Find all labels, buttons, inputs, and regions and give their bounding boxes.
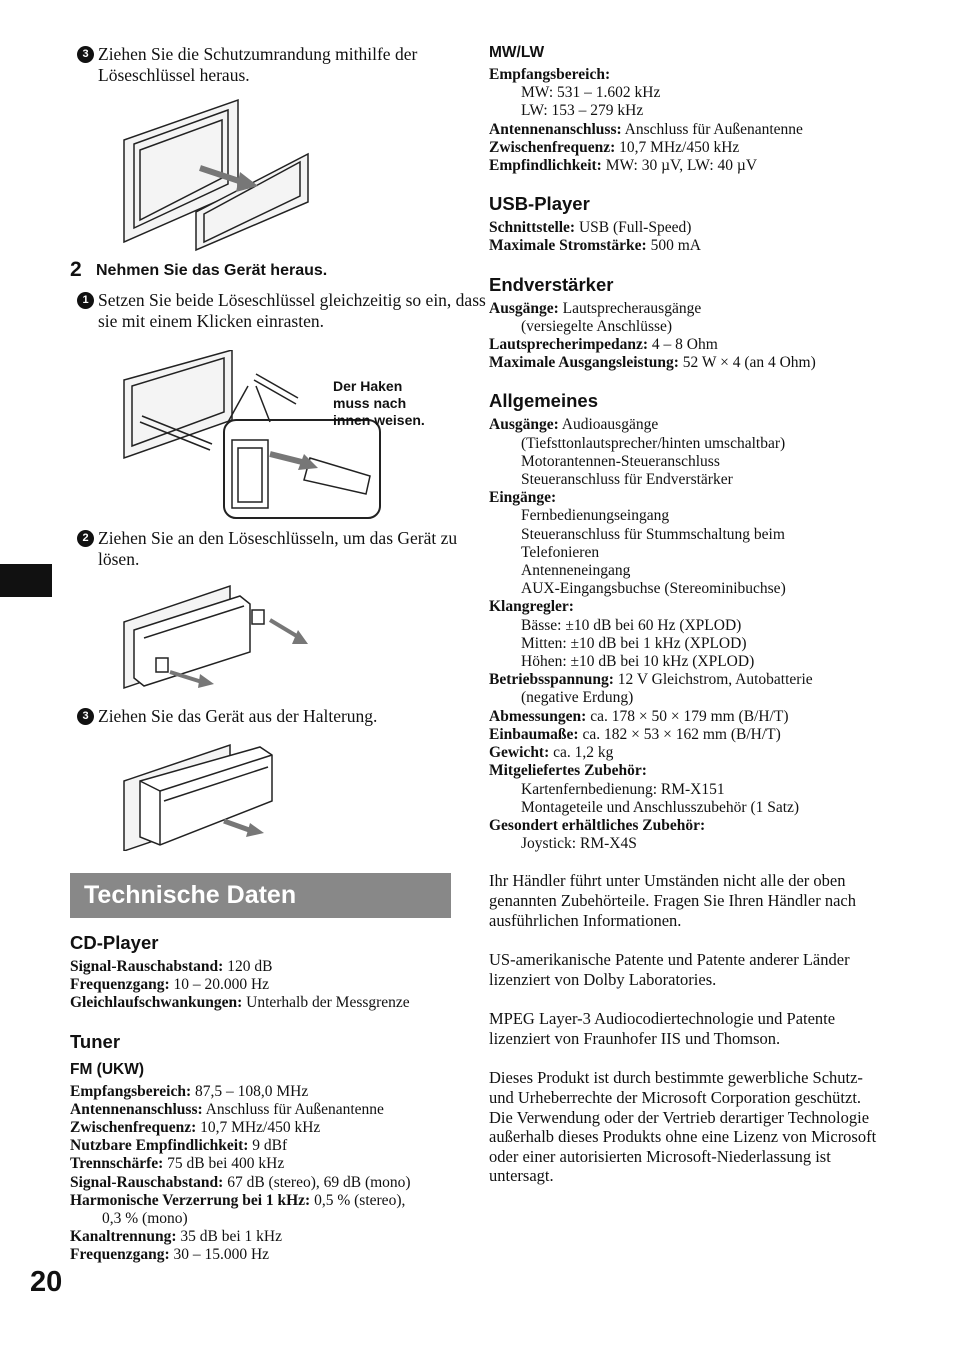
amp-heading: Endverstärker — [489, 273, 614, 295]
fm-spec-row — [70, 1137, 455, 1155]
bezel-removal-illustration — [120, 92, 340, 252]
amp-out-label: Ausgänge: — [489, 299, 559, 317]
fm-spec-label: Signal-Rauschabstand: — [70, 1173, 224, 1191]
general-supplied-item: Montageteile und Anschlusszubehör (1 Satz) — [521, 798, 800, 816]
fm-spec-value: 87,5 – 108,0 MHz — [191, 1082, 309, 1100]
general-tone-item: Bässe: ±10 dB bei 60 Hz (XPLOD) — [521, 616, 742, 634]
step-2-title: Nehmen Sie das Gerät heraus. — [96, 262, 328, 279]
step-1-substep-3-text: Ziehen Sie die Schutzumrandung mithilfe der Löseschlüssel heraus. — [98, 44, 418, 85]
step-2-substep-1-text: Setzen Sie beide Löseschlüssel gleichzeitig so ein, dass sie mit einem Klicken einrasten. — [98, 290, 486, 331]
usb-spec-label: Maximale Stromstärke: — [489, 237, 647, 255]
fm-spec-label: Empfangsbereich: — [70, 1082, 192, 1100]
fm-spec-value: 75 dB bei 400 kHz — [163, 1155, 285, 1173]
fm-spec-label: Zwischenfrequenz: — [70, 1119, 197, 1137]
fm-spec-label: Nutzbare Empfindlichkeit: — [70, 1137, 249, 1155]
amp-spec-label: Maximale Ausgangsleistung: — [489, 354, 679, 372]
amp-spec-row — [489, 336, 884, 354]
general-optional-item: Joystick: RM-X4S — [521, 835, 637, 853]
general-supplied-label: Mitgeliefertes Zubehör: — [489, 762, 647, 780]
fm-spec-label: Kanaltrennung: — [70, 1228, 177, 1246]
mwlw-spec-row — [489, 157, 884, 175]
mwlw-mw-range: MW: 531 – 1.602 kHz — [521, 84, 661, 102]
mwlw-spec-row — [489, 139, 884, 157]
general-spec-label: Abmessungen: — [489, 707, 587, 725]
step-2-substep-2 — [49, 528, 498, 570]
callout-line-1: Der Haken — [333, 378, 403, 394]
fm-heading: FM (UKW) — [70, 1060, 145, 1078]
step-2-substep-3-text: Ziehen Sie das Gerät aus der Halterung. — [98, 706, 378, 726]
general-spec-value: ca. 182 × 53 × 162 mm (B/H/T) — [578, 725, 781, 743]
circled-number-3: 3 — [77, 46, 94, 63]
general-inputs-label: Eingänge: — [489, 489, 557, 507]
step-2-substep-1 — [49, 290, 488, 332]
fm-spec-continuation: 0,3 % (mono) — [102, 1210, 188, 1228]
general-inputs-item: Steueranschluss für Stummschaltung beim — [521, 525, 785, 543]
fm-spec-value: 35 dB bei 1 kHz — [176, 1228, 283, 1246]
mwlw-spec-value: Anschluss für Außenantenne — [621, 120, 803, 138]
general-spec-row — [489, 598, 884, 616]
usb-spec-label: Schnittstelle: — [489, 219, 576, 237]
general-power-value: 12 V Gleichstrom, Autobatterie — [613, 671, 813, 689]
fm-spec-label: Frequenzgang: — [70, 1246, 170, 1264]
cd-spec-label: Frequenzgang: — [70, 976, 170, 994]
amp-spec-row — [489, 300, 884, 318]
cd-player-section — [70, 932, 455, 1013]
circled-number-1: 1 — [77, 292, 94, 309]
note-paragraph: US-amerikanische Patente und Patente anderer Länder lizenziert von Dolby Laboratories. — [489, 950, 850, 989]
release-keys-illustration — [120, 350, 440, 520]
note-paragraph: Dieses Produkt ist durch bestimmte gewerbliche Schutz- und Urheberrechte der Microsoft Corporation geschützt. Die Verwendung oder der Vertrieb derartiger Technologie außerhalb dieses Produkts ohne eine Lizenz von Microsoft oder einer autorisierten Microsoft-Niederlassung ist untersagt. — [489, 1068, 877, 1186]
mwlw-range-label: Empfangsbereich: — [489, 66, 611, 83]
general-spec-row — [489, 708, 884, 726]
mwlw-spec-row — [489, 121, 884, 139]
general-optional-label: Gesondert erhältliches Zubehör: — [489, 816, 706, 834]
general-spec-value: ca. 1,2 kg — [549, 744, 614, 762]
general-outputs-label: Ausgänge: — [489, 416, 559, 434]
usb-spec-value: 500 mA — [646, 237, 701, 255]
amp-spec-label: Lautsprecherimpedanz: — [489, 336, 649, 354]
callout-line-3: innen weisen. — [333, 412, 425, 428]
general-outputs-item: (Tiefsttonlautsprecher/hinten umschaltbar) — [521, 434, 786, 452]
step-2-substep-3 — [49, 706, 498, 727]
callout-line-2: muss nach — [333, 395, 407, 411]
cd-spec-row — [70, 994, 455, 1012]
general-tone-item: Mitten: ±10 dB bei 1 kHz (XPLOD) — [521, 634, 747, 652]
cd-spec-label: Signal-Rauschabstand: — [70, 958, 224, 975]
right-column — [489, 44, 884, 1186]
step-2-heading — [70, 258, 455, 281]
amp-spec-value: 52 W × 4 (an 4 Ohm) — [678, 354, 816, 372]
mwlw-section — [489, 44, 884, 175]
general-outputs-item: Motorantennen-Steueranschluss — [521, 452, 720, 470]
fm-spec-value: 0,5 % (stereo), — [310, 1191, 406, 1209]
fm-spec-row — [70, 1192, 455, 1210]
note-paragraph: Ihr Händler führt unter Umständen nicht alle der oben genannten Zubehörteile. Fragen Sie Ihren Händler nach ausführlichen Informationen. — [489, 871, 856, 930]
mwlw-heading: MW/LW — [489, 44, 545, 61]
fm-spec-row — [70, 1228, 455, 1246]
note-paragraph: MPEG Layer-3 Audiocodiertechnologie und Patente lizenziert von Fraunhofer IIS und Thomson. — [489, 1009, 836, 1048]
unit-release-illustration — [120, 582, 340, 692]
general-section — [489, 390, 884, 853]
usb-spec-row — [489, 237, 884, 255]
tuner-heading: Tuner — [70, 1030, 121, 1052]
general-outputs-value: Audioausgänge — [558, 416, 659, 434]
cd-spec-value: 120 dB — [223, 958, 273, 975]
general-power-continuation: (negative Erdung) — [521, 689, 634, 707]
usb-heading: USB-Player — [489, 193, 590, 215]
tuner-section — [70, 1031, 455, 1265]
fm-spec-label: Trennschärfe: — [70, 1155, 164, 1173]
fm-spec-value: 30 – 15.000 Hz — [169, 1246, 270, 1264]
fm-spec-value: 10,7 MHz/450 kHz — [196, 1119, 321, 1137]
general-tone-label: Klangregler: — [489, 598, 574, 616]
general-spec-label: Einbaumaße: — [489, 725, 579, 743]
mwlw-spec-label: Antennenanschluss: — [489, 120, 622, 138]
fm-spec-row — [70, 1155, 455, 1173]
amp-section — [489, 274, 884, 373]
usb-spec-row — [489, 219, 884, 237]
usb-section — [489, 193, 884, 255]
callout-hook-note — [333, 378, 425, 429]
general-spec-row — [489, 817, 884, 835]
general-spec-row — [489, 671, 884, 689]
general-outputs-item: Steueranschluss für Endverstärker — [521, 471, 733, 489]
mwlw-spec-label: Zwischenfrequenz: — [489, 138, 616, 156]
section-tab-marker — [0, 564, 52, 597]
cd-spec-row — [70, 958, 455, 976]
general-supplied-item: Kartenfernbedienung: RM-X151 — [521, 780, 725, 798]
general-power-label: Betriebsspannung: — [489, 671, 614, 689]
mwlw-spec-value: 10,7 MHz/450 kHz — [615, 138, 740, 156]
cd-player-heading: CD-Player — [70, 932, 159, 953]
fm-spec-value: 67 dB (stereo), 69 dB (mono) — [223, 1173, 411, 1191]
general-tone-item: Höhen: ±10 dB bei 10 kHz (XPLOD) — [521, 653, 755, 671]
general-inputs-item: Telefonieren — [521, 543, 600, 561]
general-heading: Allgemeines — [489, 390, 598, 412]
general-spec-row — [489, 726, 884, 744]
amp-spec-value: 4 – 8 Ohm — [648, 336, 718, 354]
general-spec-row — [489, 744, 884, 762]
fm-spec-row — [70, 1119, 455, 1137]
circled-number-3b: 3 — [77, 708, 94, 725]
fm-spec-row — [70, 1083, 455, 1101]
mwlw-spec-row — [489, 66, 884, 84]
cd-spec-value: Unterhalb der Messgrenze — [242, 994, 410, 1012]
step-2-number: 2 — [70, 258, 82, 281]
fm-spec-row — [70, 1101, 455, 1119]
unit-pullout-illustration — [120, 741, 340, 851]
step-2-substep-2-text: Ziehen Sie an den Löseschlüsseln, um das Gerät zu lösen. — [98, 528, 458, 569]
general-inputs-item: Antenneneingang — [521, 562, 631, 580]
general-inputs-item: AUX-Eingangsbuchse (Stereominibuchse) — [521, 580, 786, 598]
fm-spec-label: Antennenanschluss: — [70, 1100, 203, 1118]
section-title: Technische Daten — [84, 881, 297, 909]
general-spec-row — [489, 489, 884, 507]
mwlw-lw-range: LW: 153 – 279 kHz — [521, 102, 644, 120]
step-1-substep-3 — [49, 44, 498, 86]
cd-spec-label: Gleichlaufschwankungen: — [70, 994, 243, 1012]
circled-number-2: 2 — [77, 530, 94, 547]
left-column — [70, 44, 486, 1265]
cd-spec-row — [70, 976, 455, 994]
mwlw-spec-value: MW: 30 µV, LW: 40 µV — [601, 157, 758, 175]
general-spec-label: Gewicht: — [489, 744, 550, 762]
general-inputs-item: Fernbedienungseingang — [521, 507, 670, 525]
section-title-bar — [70, 873, 451, 918]
amp-out-value: Lautsprecherausgänge — [558, 299, 702, 317]
fm-spec-value: 9 dBf — [248, 1137, 288, 1155]
cd-spec-value: 10 – 20.000 Hz — [169, 976, 270, 994]
page-number: 20 — [30, 1266, 63, 1298]
general-spec-row — [489, 762, 884, 780]
general-spec-value: ca. 178 × 50 × 179 mm (B/H/T) — [586, 707, 789, 725]
usb-spec-value: USB (Full-Speed) — [575, 219, 692, 237]
amp-out-continuation: (versiegelte Anschlüsse) — [521, 317, 673, 335]
mwlw-spec-label: Empfindlichkeit: — [489, 157, 602, 175]
general-spec-row — [489, 416, 884, 434]
fm-spec-row — [70, 1174, 455, 1192]
fm-spec-row — [70, 1246, 455, 1264]
fm-spec-label: Harmonische Verzerrung bei 1 kHz: — [70, 1191, 311, 1209]
amp-spec-row — [489, 354, 884, 372]
fm-spec-value: Anschluss für Außenantenne — [202, 1100, 384, 1118]
